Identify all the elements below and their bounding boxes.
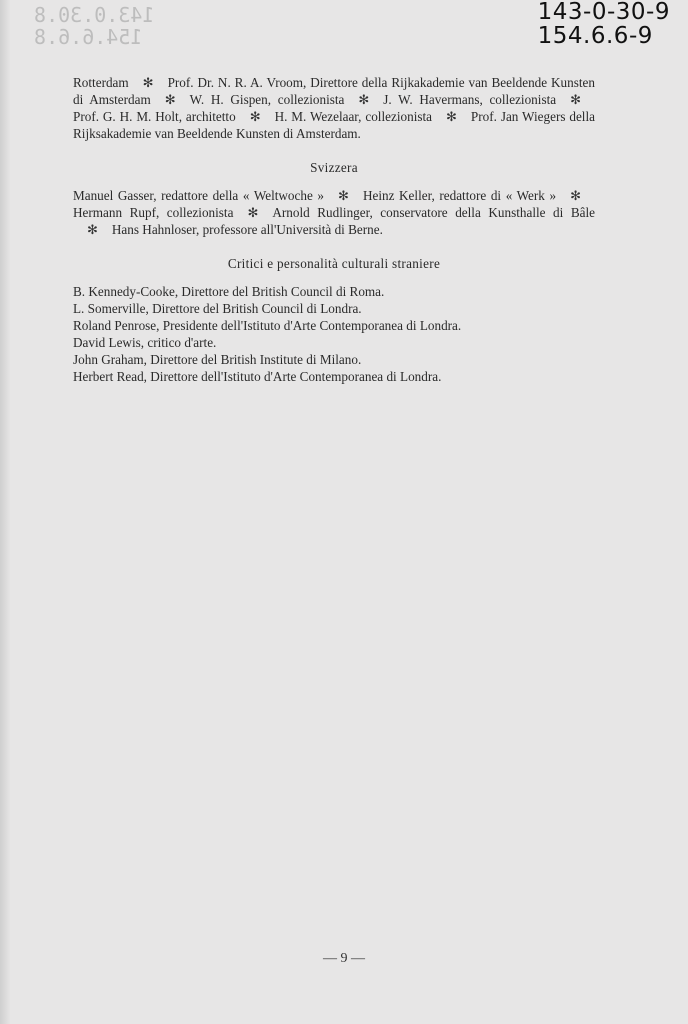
asterism-separator: ✻ (570, 188, 581, 203)
entry: Rotterdam (73, 75, 129, 90)
faded-shelfmark-line: 143.0.30.8 (34, 3, 155, 27)
entry: Hans Hahnloser, professore all'Università di Berne. (111, 222, 383, 237)
entry: Hermann Rupf, collezionista (73, 205, 234, 220)
list-item: Roland Penrose, Presidente dell'Istituto d'Arte Contemporanea di Londra. (73, 318, 462, 333)
entry: Prof. G. H. M. Holt, architetto (73, 109, 236, 124)
section-heading-switzerland: Svizzera (310, 160, 358, 175)
asterism-separator: ✻ (164, 92, 176, 107)
entry: Arnold Rudlinger, conservatore della Kunsthalle di Bâle (272, 205, 595, 220)
asterism-separator: ✻ (247, 205, 259, 220)
foreign-critics-list (73, 283, 595, 385)
handwritten-shelfmark (538, 0, 670, 48)
handwritten-shelfmark-line: 154.6.6-9 (537, 23, 653, 49)
asterism-separator: ✻ (570, 92, 581, 107)
page-number: — 9 — (323, 951, 365, 966)
entry: Prof. Jan Wiegers della Rijksakademie van Beeldende Kunsten di Amsterdam. (73, 109, 595, 141)
asterism-separator: ✻ (338, 188, 349, 203)
asterism-separator: ✻ (358, 92, 370, 107)
page-edge-shadow (0, 0, 10, 1024)
asterism-separator: ✻ (249, 109, 261, 124)
entry: Heinz Keller, redattore di « Werk » (362, 188, 557, 203)
list-item: B. Kennedy-Cooke, Direttore del British Council di Roma. (73, 284, 385, 299)
entry: J. W. Havermans, collezionista (383, 92, 557, 107)
entry: Prof. Dr. N. R. A. Vroom, Direttore della Rijkakademie van Beeldende Kunsten di Amsterdam (73, 75, 595, 107)
handwritten-shelfmark-line: 143-0-30-9 (537, 0, 670, 25)
netherlands-paragraph (73, 74, 595, 142)
entry: Manuel Gasser, redattore della « Weltwoche » (73, 188, 325, 203)
asterism-separator: ✻ (87, 222, 98, 237)
list-item: Herbert Read, Direttore dell'Istituto d'Arte Contemporanea di Londra. (73, 369, 442, 384)
asterism-separator: ✻ (446, 109, 457, 124)
list-item: John Graham, Direttore del British Institute di Milano. (73, 352, 362, 367)
entry: H. M. Wezelaar, collezionista (274, 109, 433, 124)
faded-shelfmark-bleedthrough (34, 4, 159, 48)
document-body (73, 74, 595, 385)
faded-shelfmark-line: 154.6.6.8 (34, 25, 143, 49)
list-item: David Lewis, critico d'arte. (73, 335, 217, 350)
asterism-separator: ✻ (142, 75, 154, 90)
section-heading-foreign-critics: Critici e personalità culturali straniere (227, 256, 441, 271)
list-item: L. Somerville, Direttore del British Council di Londra. (73, 301, 362, 316)
entry: W. H. Gispen, collezionista (189, 92, 345, 107)
switzerland-paragraph (73, 187, 595, 238)
